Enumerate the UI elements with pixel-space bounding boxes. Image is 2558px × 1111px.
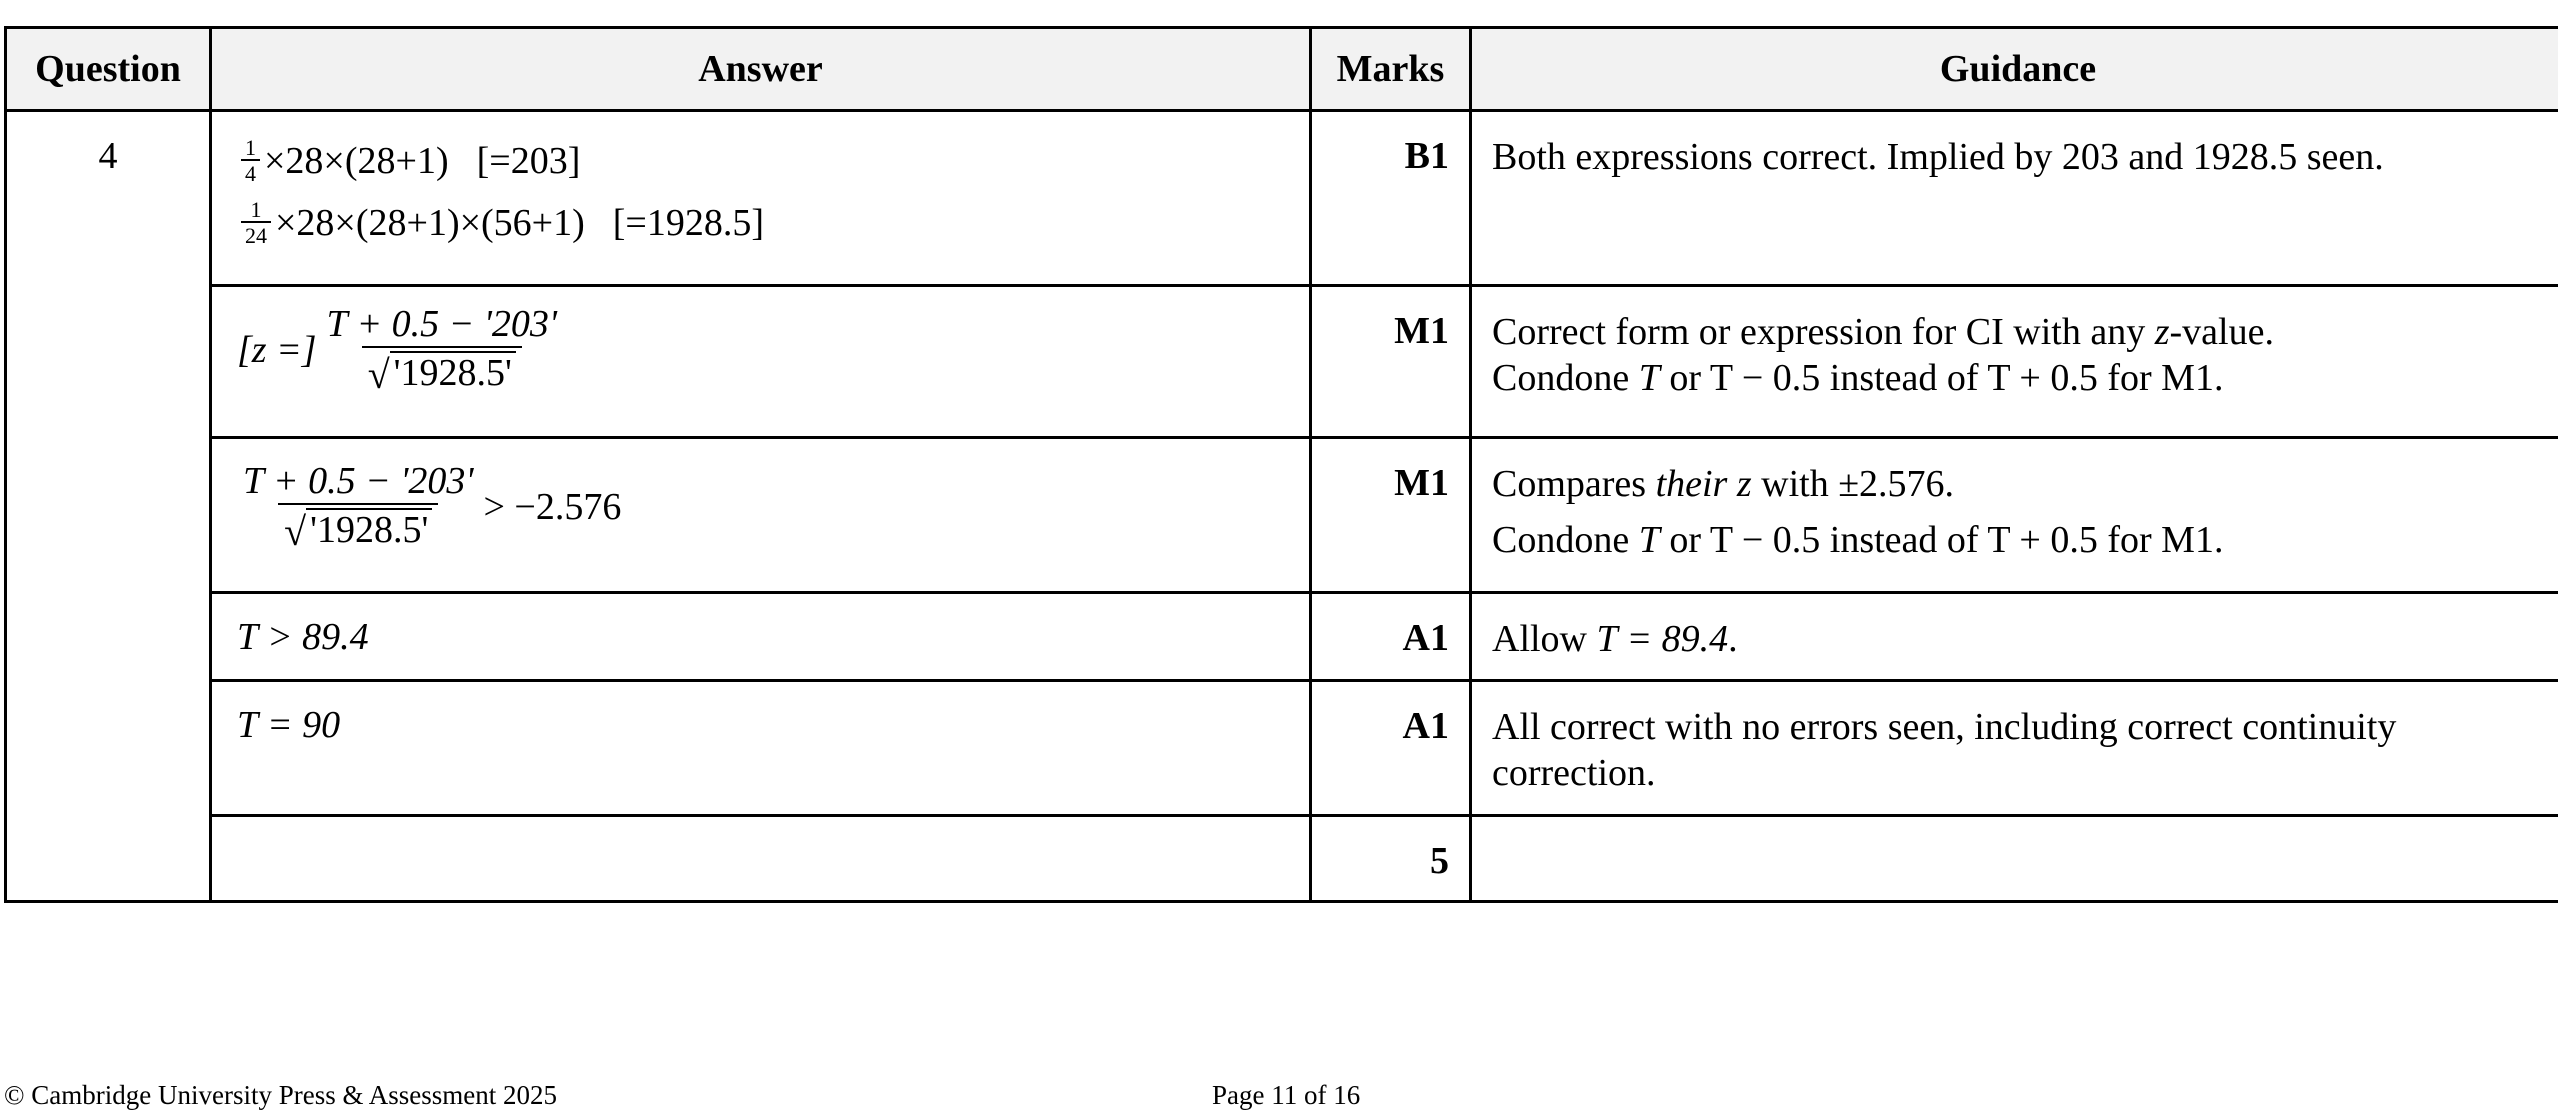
answer-cell [211,593,1311,681]
answer-expression: T + 0.5 − '203' √ '1928.5' > −2.576 [237,457,1289,557]
guidance-line: Compares their z with ±2.576. [1492,463,1955,505]
table-row [6,286,2558,438]
page-number: Page 11 of 16 [1212,1080,1361,1110]
table-row [6,111,2558,286]
fraction: $\frac{1}{4}$ [241,137,260,185]
guidance-line: Condone T or T − 0.5 instead of T + 0.5 for M1. [1492,357,2224,399]
copyright-footer: © Cambridge University Press & Assessment 2025 [4,1080,557,1110]
guidance-cell [1471,111,2558,286]
answer-expression: $\frac{1}{4}$ ×28×(28+1) [=203] [237,130,1289,192]
answer-cell [211,286,1311,438]
mark-code: B1 [1311,111,1471,286]
answer-cell [211,681,1311,816]
guidance-line: Both expressions correct. Implied by 203 and 1928.5 seen. [1492,136,2384,178]
answer-expression: [z =] T + 0.5 − '203' √ '1928.5' [237,305,1289,395]
answer-cell [211,438,1311,593]
answer-expression: $\frac{1}{24}$ ×28×(28+1)×(56+1) [=1928.5] [237,192,1289,254]
guidance-line: Correct form or expression for CI with any z-value. [1492,311,2274,353]
answer-cell [211,111,1311,286]
sqrt-symbol: √ '1928.5' [368,351,516,395]
table-row [6,438,2558,593]
header-question: Question [6,28,211,111]
guidance-cell [1471,816,2558,902]
header-guidance: Guidance [1471,28,2558,111]
fraction: T + 0.5 − '203' √ '1928.5' [326,303,558,397]
guidance-cell [1471,286,2558,438]
fraction: $\frac{1}{24}$ [241,199,271,247]
mark-code: A1 [1311,681,1471,816]
guidance-line: Condone T or T − 0.5 instead of T + 0.5 for M1. [1492,519,2224,561]
mark-code: A1 [1311,593,1471,681]
mark-scheme-table [4,26,2558,903]
guidance-cell [1471,438,2558,593]
total-marks: 5 [1311,816,1471,902]
answer-cell [211,816,1311,902]
guidance-cell [1471,593,2558,681]
header-answer: Answer [211,28,1311,111]
answer-expression: T = 90 [237,704,341,746]
sqrt-symbol: √ '1928.5' [284,508,432,552]
mark-code: M1 [1311,438,1471,593]
guidance-line: All correct with no errors seen, including correct continuity correction. [1492,706,2397,794]
table-row [6,681,2558,816]
fraction: T + 0.5 − '203' √ '1928.5' [243,460,474,554]
mark-code: M1 [1311,286,1471,438]
guidance-cell [1471,681,2558,816]
total-row [6,816,2558,902]
guidance-line: Allow T = 89.4. [1492,618,1738,660]
header-marks: Marks [1311,28,1471,111]
answer-expression: T > 89.4 [237,616,369,658]
header-row [6,28,2558,111]
table-row [6,593,2558,681]
question-number: 4 [6,111,211,902]
